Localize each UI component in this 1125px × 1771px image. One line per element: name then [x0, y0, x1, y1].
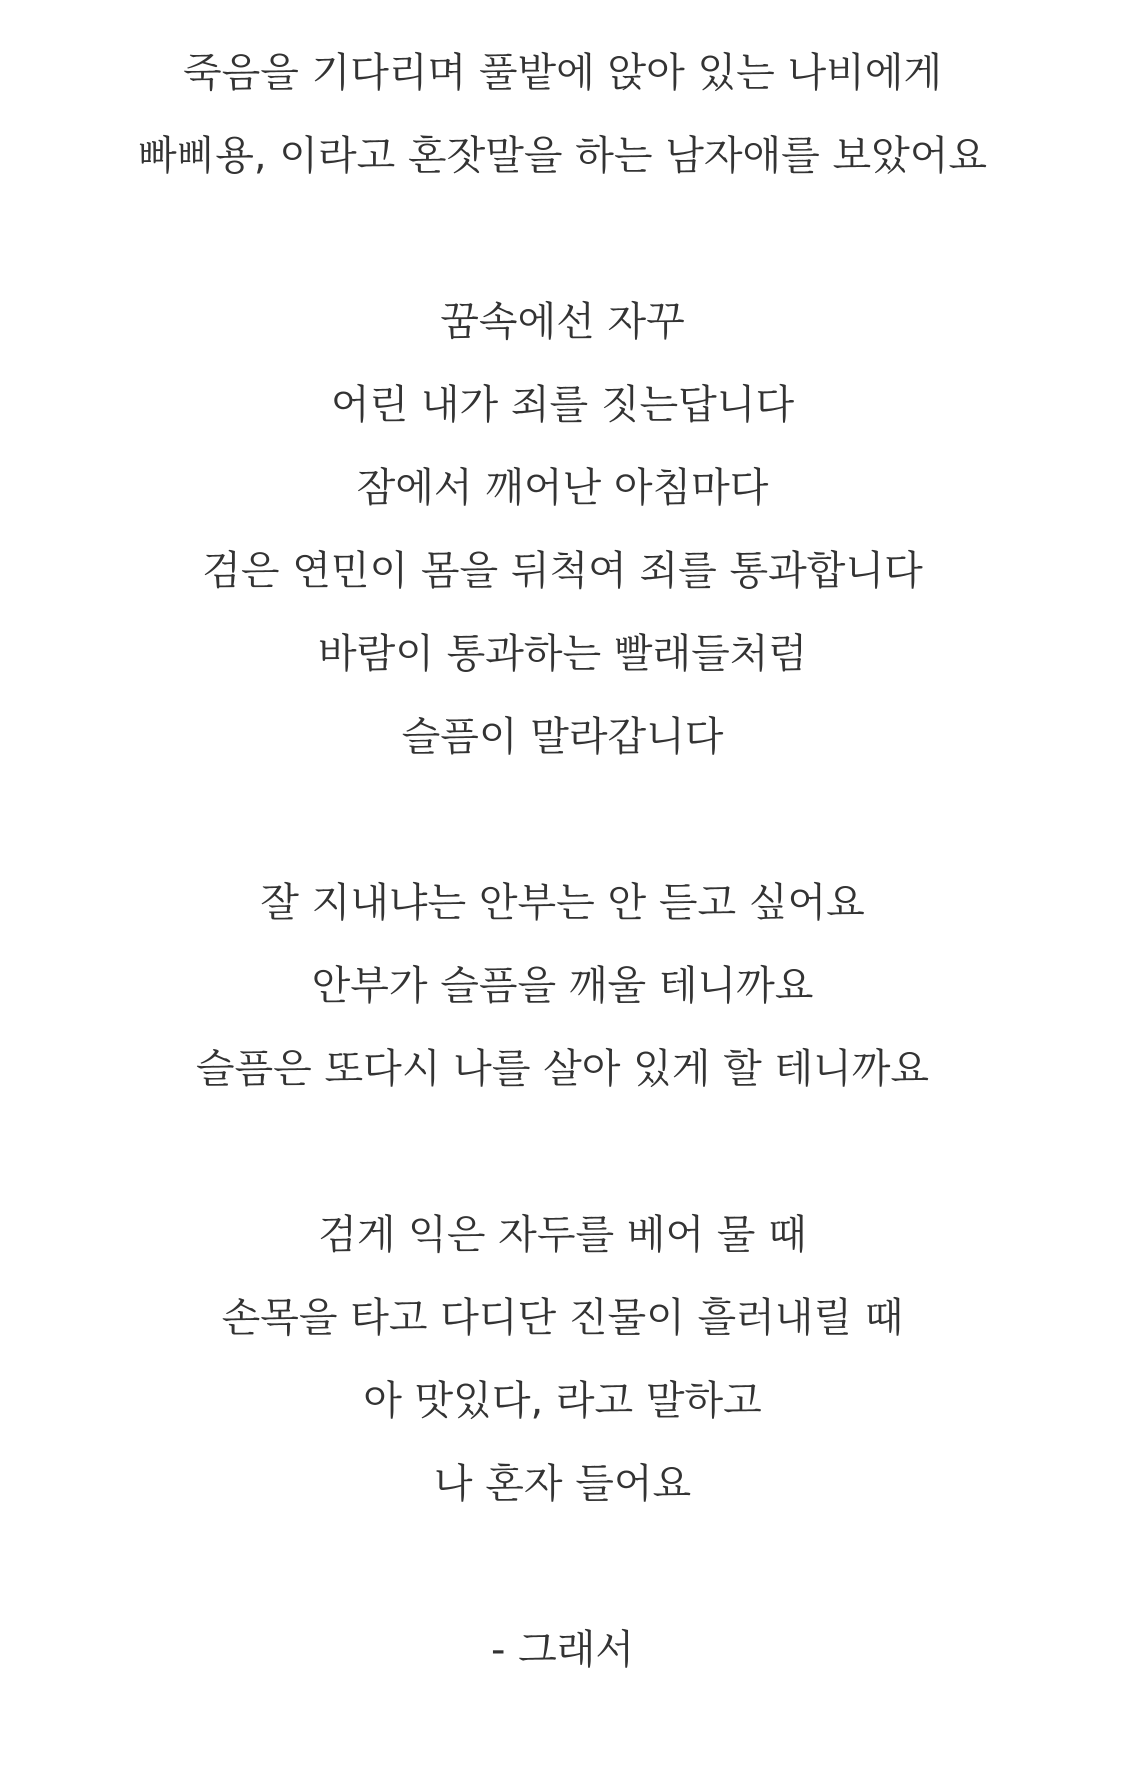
poem-line: 슬픔이 말라갑니다: [401, 714, 724, 760]
poem-line: 빠삐용, 이라고 혼잣말을 하는 남자애를 보았어요: [137, 133, 988, 179]
poem-line: 아 맛있다, 라고 말하고: [363, 1378, 762, 1424]
poem-line: 나 혼자 들어요: [433, 1461, 692, 1507]
poem-line: 잠에서 깨어난 아침마다: [356, 465, 769, 511]
stanza-4: [0, 1194, 1125, 1526]
stanza-3: [0, 862, 1125, 1111]
stanza-2: [0, 281, 1125, 779]
poem-line: 검게 익은 자두를 베어 물 때: [318, 1212, 807, 1258]
stanza-5: [0, 1609, 1125, 1692]
poem-line: 꿈속에선 자꾸: [440, 299, 685, 345]
poem-line: 바람이 통과하는 빨래들처럼: [317, 631, 808, 677]
poem-attribution: - 그래서: [490, 1627, 635, 1673]
poem-line: 잘 지내냐는 안부는 안 듣고 싶어요: [260, 880, 865, 926]
poem-line: 슬픔은 또다시 나를 살아 있게 할 테니까요: [195, 1046, 930, 1092]
poem: [0, 32, 1125, 1692]
poem-line: 어린 내가 죄를 짓는답니다: [330, 382, 795, 428]
poem-line: 검은 연민이 몸을 뒤척여 죄를 통과합니다: [202, 548, 923, 594]
poem-line: 죽음을 기다리며 풀밭에 앉아 있는 나비에게: [182, 50, 943, 96]
poem-line: 손목을 타고 다디단 진물이 흘러내릴 때: [221, 1295, 904, 1341]
poem-line: 안부가 슬픔을 깨울 테니까요: [311, 963, 814, 1009]
stanza-1: [0, 32, 1125, 198]
